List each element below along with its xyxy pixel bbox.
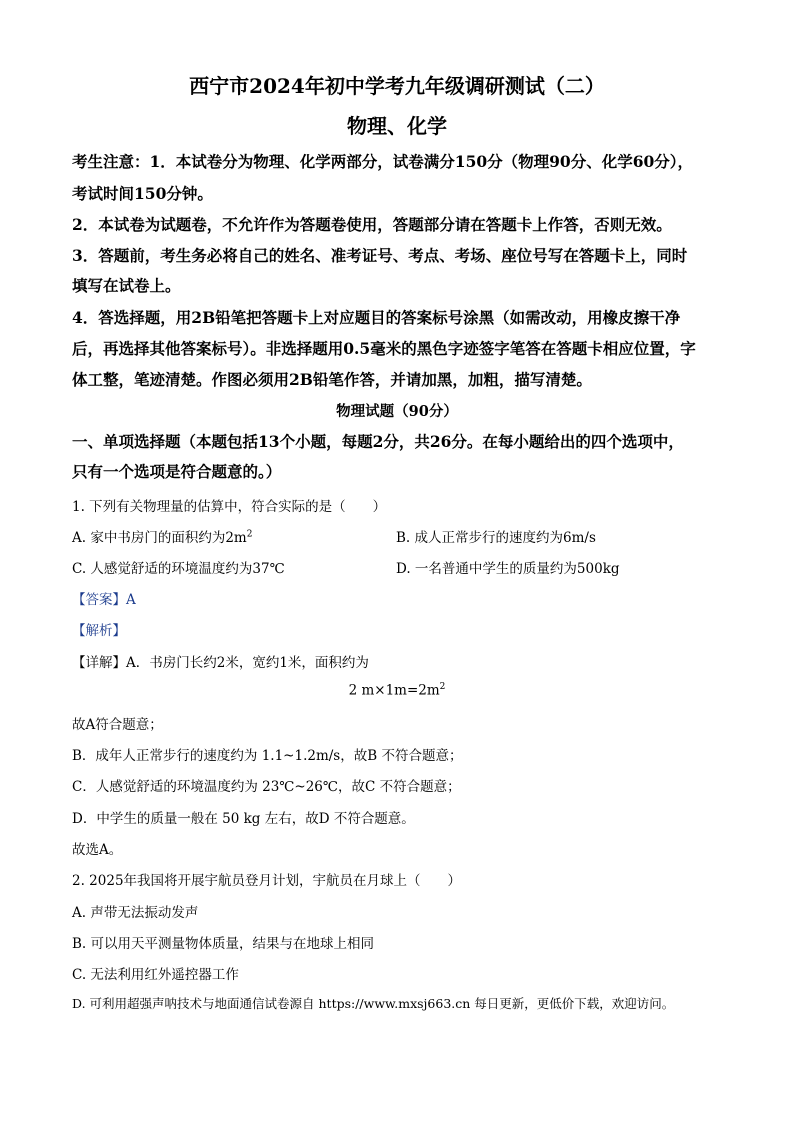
q1-option-b: B. 成人正常步行的速度约为6m/s [396,530,596,546]
q2-option-d: D. 可利用超强声呐技术与地面通信试卷源自 https://www.mxsj663.cn 每日更新，更低价下载，欢迎访问。 [72,996,675,1011]
q1-explain-4: D．中学生的质量一般在 50 kg 左右，故D 不符合题意。 [72,811,415,827]
notice-line-1: 考生注意：1．本试卷分为物理、化学两部分，试卷满分150分（物理90分、化学60分）， [72,152,694,171]
q1-answer: 【答案】A [72,592,136,608]
notice-line-7: 后，再选择其他答案标号）。非选择题用0.5毫米的黑色字迹签字笔答在答题卡相应位置，字 [72,339,696,358]
notice-line-8: 体工整，笔迹清楚。作图必须用2B铅笔作答，并请加黑，加粗，描写清楚。 [72,370,592,389]
exam-subtitle: 物理、化学 [347,114,447,138]
q2-stem: 2. 2025年我国将开展宇航员登月计划，宇航员在月球上（ ） [72,873,462,889]
q2-option-c: C. 无法利用红外遥控器工作 [72,967,239,983]
q1-stem: 1. 下列有关物理量的估算中，符合实际的是（ ） [72,499,387,515]
q1-explain-2: B．成年人正常步行的速度约为 1.1~1.2m/s，故B 不符合题意； [72,748,463,764]
section-heading: 物理试题（90分） [336,403,458,420]
q1-conclusion: 故选A。 [72,842,123,858]
q1-explain-3: C．人感觉舒适的环境温度约为 23℃~26℃，故C 不符合题意； [72,779,461,795]
part1-heading-1: 一、单项选择题（本题包括13个小题，每题2分，共26分。在每小题给出的四个选项中， [72,432,684,451]
q1-formula-text: 2 m×1m=2m [348,682,440,699]
notice-line-5: 填写在试卷上。 [72,276,181,295]
notice-line-6: 4．答选择题，用2B铅笔把答题卡上对应题目的答案标号涂黑（如需改动，用橡皮擦干净 [72,308,681,327]
notice-line-3: 2．本试卷为试题卷，不允许作为答题卷使用，答题部分请在答题卡上作答，否则无效。 [72,215,672,234]
q1-option-d: D. 一名普通中学生的质量约为500kg [396,561,620,577]
q1-option-a-text: A. 家中书房门的面积约为2m [72,530,247,546]
notice-line-2: 考试时间150分钟。 [72,184,213,203]
notice-line-4: 3．答题前，考生务必将自己的姓名、准考证号、考点、考场、座位号写在答题卡上，同时 [72,246,688,265]
q1-formula [0,682,794,699]
exam-title: 西宁市2024年初中学考九年级调研测试（二） [189,74,605,98]
q1-option-a-sup: 2 [246,529,253,540]
q1-explain-1: 故A符合题意； [72,717,163,733]
q1-detail: 【详解】A．书房门长约2米，宽约1米，面积约为 [72,655,369,671]
q2-option-a: A. 声带无法振动发声 [72,905,199,921]
part1-heading-2: 只有一个选项是符合题意的。） [72,462,282,481]
q1-formula-sup: 2 [439,682,446,692]
q1-analysis: 【解析】 [72,623,126,639]
q1-option-a [72,526,252,546]
q2-option-b: B. 可以用天平测量物体质量，结果与在地球上相同 [72,936,375,952]
q1-option-c: C. 人感觉舒适的环境温度约为37℃ [72,561,285,577]
